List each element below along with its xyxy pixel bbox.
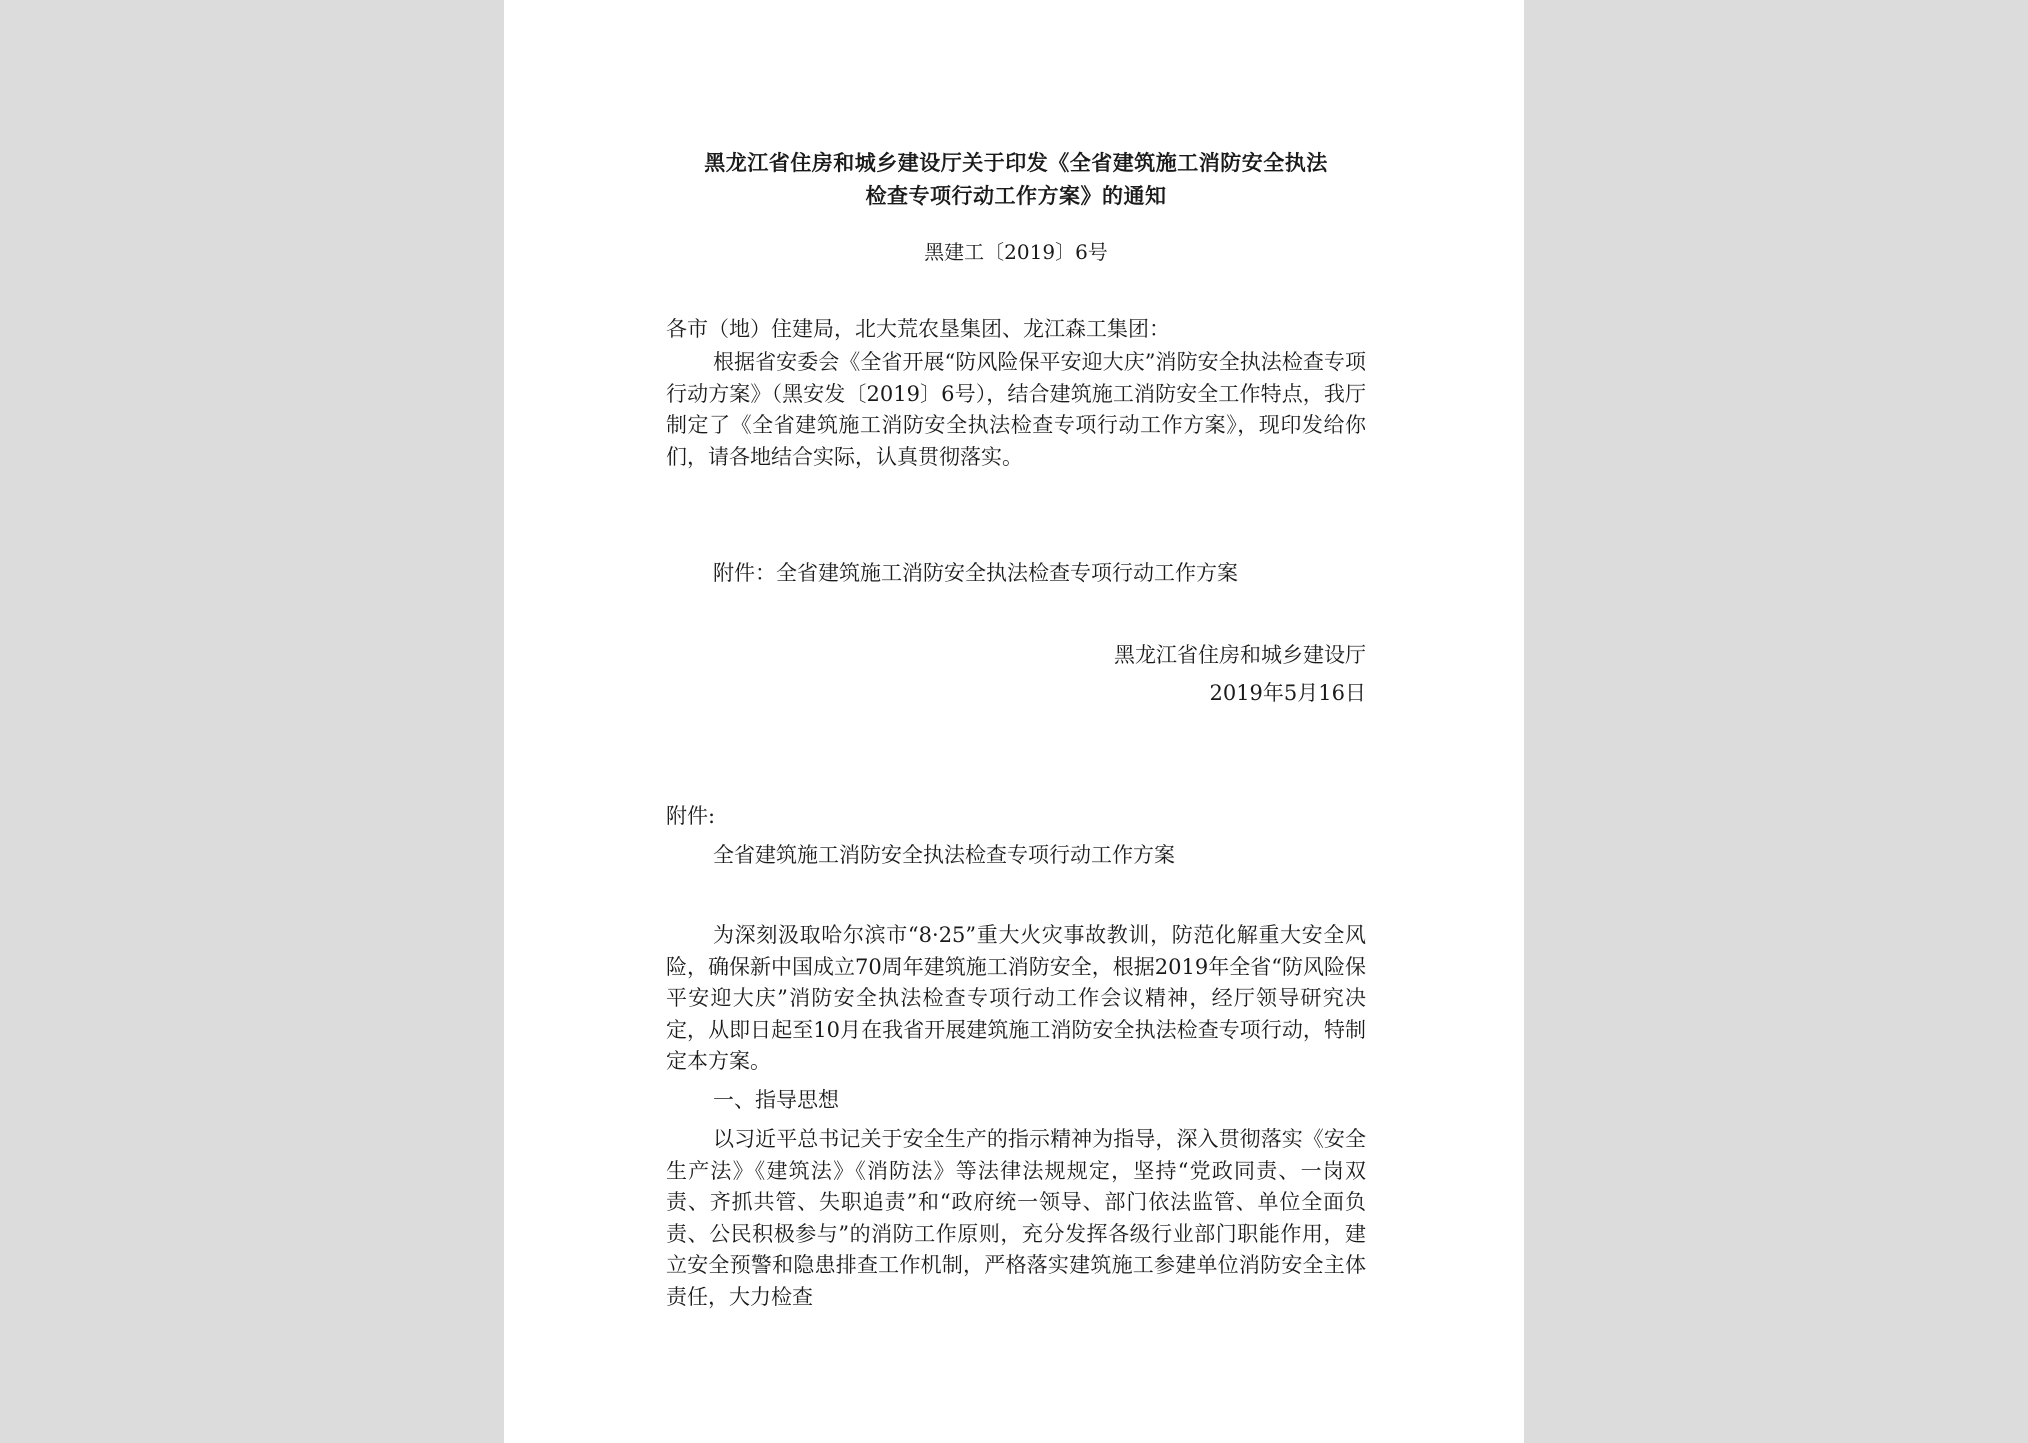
notice-title-line2: 检查专项行动工作方案》的通知 — [865, 183, 1167, 208]
document-page — [504, 0, 1524, 1443]
attachment-title: 全省建筑施工消防安全执法检查专项行动工作方案 — [713, 843, 1175, 867]
issuer-signature: 黑龙江省住房和城乡建设厅 — [1114, 643, 1366, 667]
attachment-intro: 为深刻汲取哈尔滨市“8·25”重大火灾事故教训，防范化解重大安全风险，确保新中国成立70周年建筑施工消防安全，根据2019年全省“防风险保平安迎大庆”消防安全执法检查专项行动工作会议精神，经厅领导研究决定，从即日起至10月在我省开展建筑施工消防安全执法检查专项行动，特制定本方案。 — [666, 923, 1366, 1073]
issue-date: 2019年5月16日 — [1209, 681, 1366, 705]
document-number: 黑建工〔2019〕6号 — [924, 240, 1108, 264]
notice-title-line1: 黑龙江省住房和城乡建设厅关于印发《全省建筑施工消防安全执法 — [704, 150, 1328, 175]
attachment-label: 附件: — [666, 804, 716, 828]
section1-heading: 一、指导思想 — [713, 1088, 839, 1112]
attachment-note: 附件：全省建筑施工消防安全执法检查专项行动工作方案 — [713, 561, 1238, 585]
addressee: 各市（地）住建局，北大荒农垦集团、龙江森工集团： — [666, 317, 1170, 341]
notice-body: 根据省安委会《全省开展“防风险保平安迎大庆”消防安全执法检查专项行动方案》（黑安发〔2019〕6号），结合建筑施工消防安全工作特点，我厅制定了《全省建筑施工消防安全执法检查专项行动工作方案》，现印发给你们，请各地结合实际，认真贯彻落实。 — [666, 350, 1366, 469]
section1-body: 以习近平总书记关于安全生产的指示精神为指导，深入贯彻落实《安全生产法》《建筑法》《消防法》等法律法规规定，坚持“党政同责、一岗双责、齐抓共管、失职追责”和“政府统一领导、部门依法监管、单位全面负责、公民积极参与”的消防工作原则，充分发挥各级行业部门职能作用，建立安全预警和隐患排查工作机制，严格落实建筑施工参建单位消防安全主体责任，大力检查 — [666, 1127, 1366, 1309]
